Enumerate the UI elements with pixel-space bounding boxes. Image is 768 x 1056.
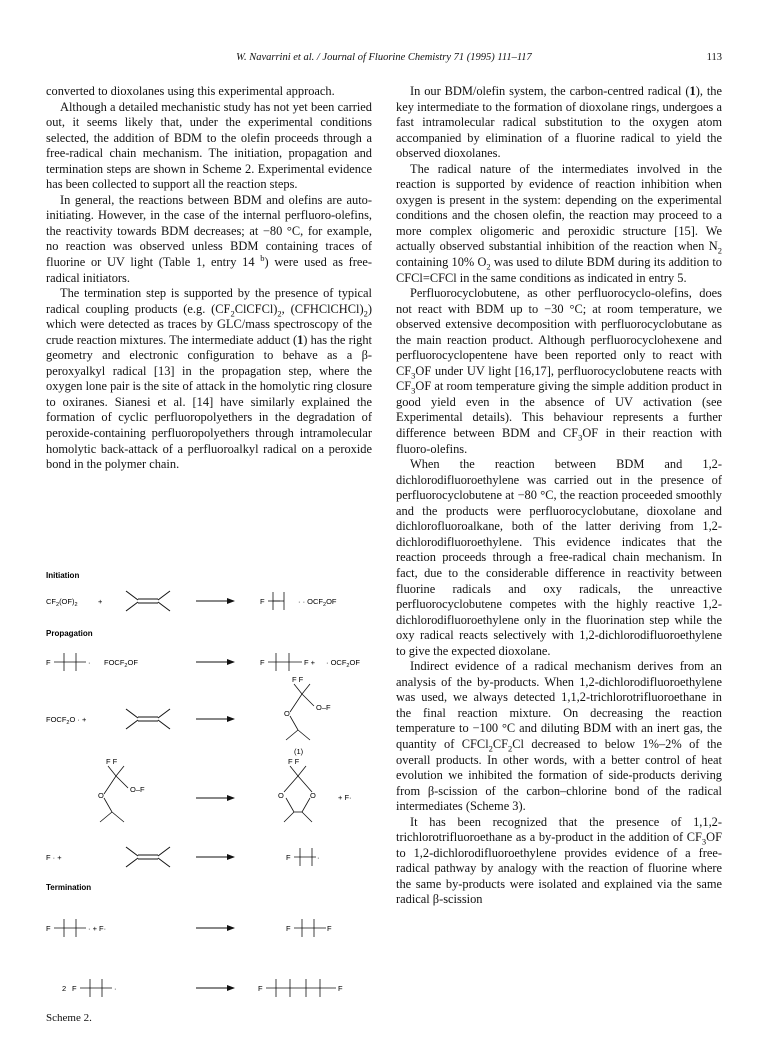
paragraph: The radical nature of the intermediates involved in the reaction is supported by evidence of reaction inhibition when oxygen is present in the system: depending on the experimental conditions and the chosen olefin, the reaction may proceed to a more complex oligomeric and peroxidic structure [15]. We actually observed substantial inhibition of the reaction when $N_2$ containing 10% $O_2$ was used to dilute BDM during its addition to CFCl=CFCl in the same conditions as indicated in entry 5. bbox=[396, 161, 722, 285]
focf2of-reagent: $FOCF_2OF$ bbox=[104, 658, 138, 669]
svg-text:F: F bbox=[260, 658, 265, 667]
right-column bbox=[396, 84, 722, 908]
running-title: W. Navarrini et al. / Journal of Fluorine Chemistry 71 (1995) 111–117 bbox=[236, 52, 532, 63]
svg-text:F: F bbox=[258, 984, 263, 993]
svg-text:F F: F F bbox=[292, 675, 304, 684]
paragraph: Perfluorocyclobutene, as other perfluorocyclo-olefins, does not react with BDM up to −30 °C; at room temperature, we observed extensive decomposition with perfluorocyclobutane as the main reaction product. Although perfluorocyclohexene and perfluorocyclopentene have been reported only to react with $CF_3OF$ under UV light [16,17], perfluorocyclobutene reacts with $CF_3OF$ at room temperature giving the simple addition product in good yield even in the absence of UV activation (see Experimental details). This behaviour represents a further difference between BDM and $CF_3OF$ in their reaction with fluoro-olefins. bbox=[396, 286, 722, 456]
reaction-scheme-diagram bbox=[46, 566, 372, 1016]
fluoro-radical-structure bbox=[268, 592, 284, 610]
dioxolane-structure bbox=[284, 766, 312, 822]
paragraph: converted to dioxolanes using this experimental approach. bbox=[46, 84, 335, 98]
svg-text:O–F: O–F bbox=[316, 703, 331, 712]
svg-text:+ F·: + F· bbox=[338, 793, 352, 802]
svg-text:·: · bbox=[114, 984, 117, 993]
svg-text:F: F bbox=[46, 924, 51, 933]
svg-text:F: F bbox=[338, 984, 343, 993]
svg-text:F: F bbox=[260, 597, 265, 606]
paragraph: In our BDM/olefin system, the carbon-centred radical (1), the key intermediate to the formation of dioxolane rings, undergoes a fast intramolecular radical substitution to the oxygen atom accompanied by elimination of a fluorine radical to yield the observed dioxolanes. bbox=[396, 84, 722, 161]
svg-text:O: O bbox=[284, 709, 290, 718]
svg-text:·: · bbox=[317, 853, 320, 862]
svg-text:O: O bbox=[278, 791, 284, 800]
svg-text:F F: F F bbox=[288, 757, 300, 766]
svg-text:O: O bbox=[310, 791, 316, 800]
paragraph: The termination step is supported by the presence of typical radical coupling products (e.g. $(CF_2ClCFCl)_2$, $(CFHClCHCl)_2$) which were detected as traces by GLC/mass spectroscopy of the crude reaction mixtures. The intermediate adduct (1) has the right geometry and electronic configuration to behave as a β-peroxyalkyl radical [13] in the propagation step, where the oxygen lone pair is the site of attack in the homolytic ring closure to oxiranes. Sianesi et al. [14] have similarly explained the formation of cyclic perfluoropolyethers in the degradation of peroxide-containing perfluoropolyethers through intramolecular homolytic back-attack of a perfluoroalkyl radical on a peroxide bond in the polymer chain. bbox=[46, 286, 373, 472]
scheme-caption: Scheme 2. bbox=[46, 1012, 92, 1024]
svg-text:2: 2 bbox=[62, 984, 67, 993]
focf2o-radical: $FOCF_2O$ · + bbox=[46, 715, 87, 726]
paragraph: In general, the reactions between BDM and olefins are auto-initiating. However, in the case of the internal perfluoro-olefins, the reactivity towards BDM decreases; at −80 °C, for example, no reaction was observed unless BDM containing traces of fluorine or UV light (Table 1, entry 14 $^b$) were used as free-radical initiators. bbox=[46, 192, 372, 285]
svg-text:F F: F F bbox=[106, 757, 118, 766]
propagation-label: Propagation bbox=[46, 629, 93, 638]
ocf2of-radical: · · $OCF_2OF$ bbox=[298, 597, 337, 608]
ocf2of-radical: · $OCF_2OF$ bbox=[326, 658, 360, 669]
svg-text:·: · bbox=[88, 658, 91, 667]
adduct-structure bbox=[100, 766, 128, 822]
fluorine-radical: F · + bbox=[46, 853, 62, 862]
svg-text:O–F: O–F bbox=[130, 785, 145, 794]
paragraph: Indirect evidence of a radical mechanism derives from an analysis of the by-products. When 1,2-dichlorodifluoroethylene was used, we always detected 1,1,2-trichlorotrifluoroethane in the final reaction mixture. On decreasing the reaction temperature to −100 °C and diluting BDM with an inert gas, the quantity of $CFCl_2CF_2Cl$ decreased to below 1%–2% of the overall products. In other words, with a better control of heat evolution we inhibited the formation of side-products deriving from β-scission of the carbon–chlorine bond of the radical intermediates (Scheme 3). bbox=[396, 659, 722, 814]
initiation-label: Initiation bbox=[46, 571, 80, 580]
plus-sign: + bbox=[98, 597, 103, 606]
paragraph: When the reaction between BDM and 1,2-dichlorodifluoroethylene was carried out in the presence of perfluorocyclobutene at −80 °C, the reaction proceeded smoothly and the products were perfluorocyclobutane, dioxolane and dichlorofluoroalkane, both of the latter deriving from 1,2-dichlorodifluoroethylene. This evidence indicates that the reaction proceeds through a free-radical chain mechanism. In fact, due to the considerable difference in reactivity between fluorine radicals and oxy radicals, the unreactive perfluorocyclobutene competes with the highly reactive 1,2-dichlorodifluoroethylene only in the fluorination step while the oxy radical reacts selectively with 1,2-dichlorodifluoroethylene to give the expected dioxolane. bbox=[396, 457, 722, 658]
svg-text:F +: F + bbox=[304, 658, 316, 667]
scheme-2 bbox=[46, 566, 372, 1016]
svg-text:F: F bbox=[327, 924, 332, 933]
termination-label: Termination bbox=[46, 883, 92, 892]
bdm-reagent: $CF_2(OF)_2$ bbox=[46, 597, 78, 608]
svg-text:F: F bbox=[72, 984, 77, 993]
paragraph: It has been recognized that the presence of 1,1,2-trichlorotrifluoroethane as a by-product in the addition of $CF_3OF$ to 1,2-dichlorodifluoroethylene provides evidence of a free-radical pathway by analogy with the reaction of fluorine where the same by-products were isolated and explained via the same radical β-scission bbox=[396, 814, 722, 907]
left-column bbox=[46, 84, 372, 473]
svg-text:· + F·: · + F· bbox=[88, 924, 107, 933]
adduct-label: (1) bbox=[294, 747, 304, 756]
svg-text:F: F bbox=[286, 924, 291, 933]
svg-text:O: O bbox=[98, 791, 104, 800]
olefin-structure bbox=[126, 591, 170, 611]
running-header bbox=[46, 52, 722, 68]
page-number: 113 bbox=[706, 52, 722, 63]
paragraph: Although a detailed mechanistic study has not yet been carried out, it seems likely that, under the experimental conditions selected, the addition of BDM to the olefin proceeds through a free-radical chain mechanism. The initiation, propagation and termination steps are shown in Scheme 2. Experimental evidence has been collected to support all the reaction steps. bbox=[46, 99, 372, 192]
adduct-1-structure bbox=[286, 684, 314, 740]
svg-text:F: F bbox=[46, 658, 51, 667]
svg-text:F: F bbox=[286, 853, 291, 862]
